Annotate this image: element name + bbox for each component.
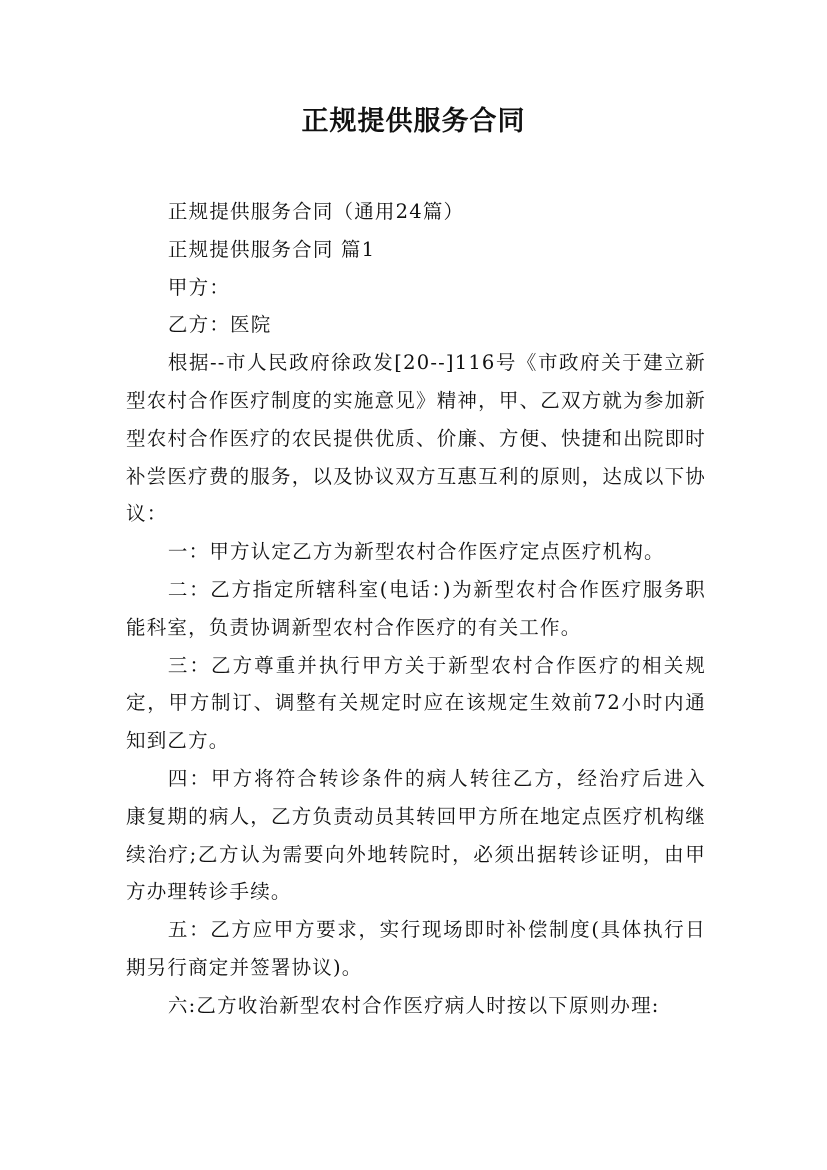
paragraph-clause-2: 二：乙方指定所辖科室(电话：)为新型农村合作医疗服务职能科室，负责协调新型农村合作医疗的有关工作。 — [126, 577, 706, 639]
paragraph-clause-1: 一：甲方认定乙方为新型农村合作医疗定点医疗机构。 — [167, 540, 665, 564]
paragraph-party-b: 乙方：医院 — [167, 313, 272, 337]
document-title: 正规提供服务合同 — [301, 106, 526, 137]
paragraph-party-a: 甲方： — [167, 275, 231, 299]
paragraph-preamble: 根据--市人民政府徐政发[20--]116号《市政府关于建立新型农村合作医疗制度的实施意见》精神，甲、乙双方就为参加新型农村合作医疗的农民提供优质、价廉、方便、快捷和出院即时补尝医疗费的服务，以及协议双方互惠互利的原则，达成以下协议： — [126, 351, 706, 526]
paragraph-section-heading: 正规提供服务合同 篇1 — [167, 237, 376, 261]
paragraph-subtitle: 正规提供服务合同（通用24篇） — [167, 200, 465, 223]
document-body — [126, 193, 706, 1025]
paragraph-clause-6: 六:乙方收治新型农村合作医疗病人时按以下原则办理: — [167, 993, 660, 1017]
paragraph-clause-5: 五：乙方应甲方要求，实行现场即时补偿制度(具体执行日期另行商定并签署协议)。 — [126, 918, 706, 979]
paragraph-clause-4: 四：甲方将符合转诊条件的病人转往乙方，经治疗后进入康复期的病人，乙方负责动员其转回甲方所在地定点医疗机构继续治疗;乙方认为需要向外地转院时，必须出据转诊证明，由甲方办理转诊手续。 — [126, 766, 706, 904]
paragraph-clause-3: 三：乙方尊重并执行甲方关于新型农村合作医疗的相关规定，甲方制订、调整有关规定时应在该规定生效前72小时内通知到乙方。 — [126, 653, 706, 753]
